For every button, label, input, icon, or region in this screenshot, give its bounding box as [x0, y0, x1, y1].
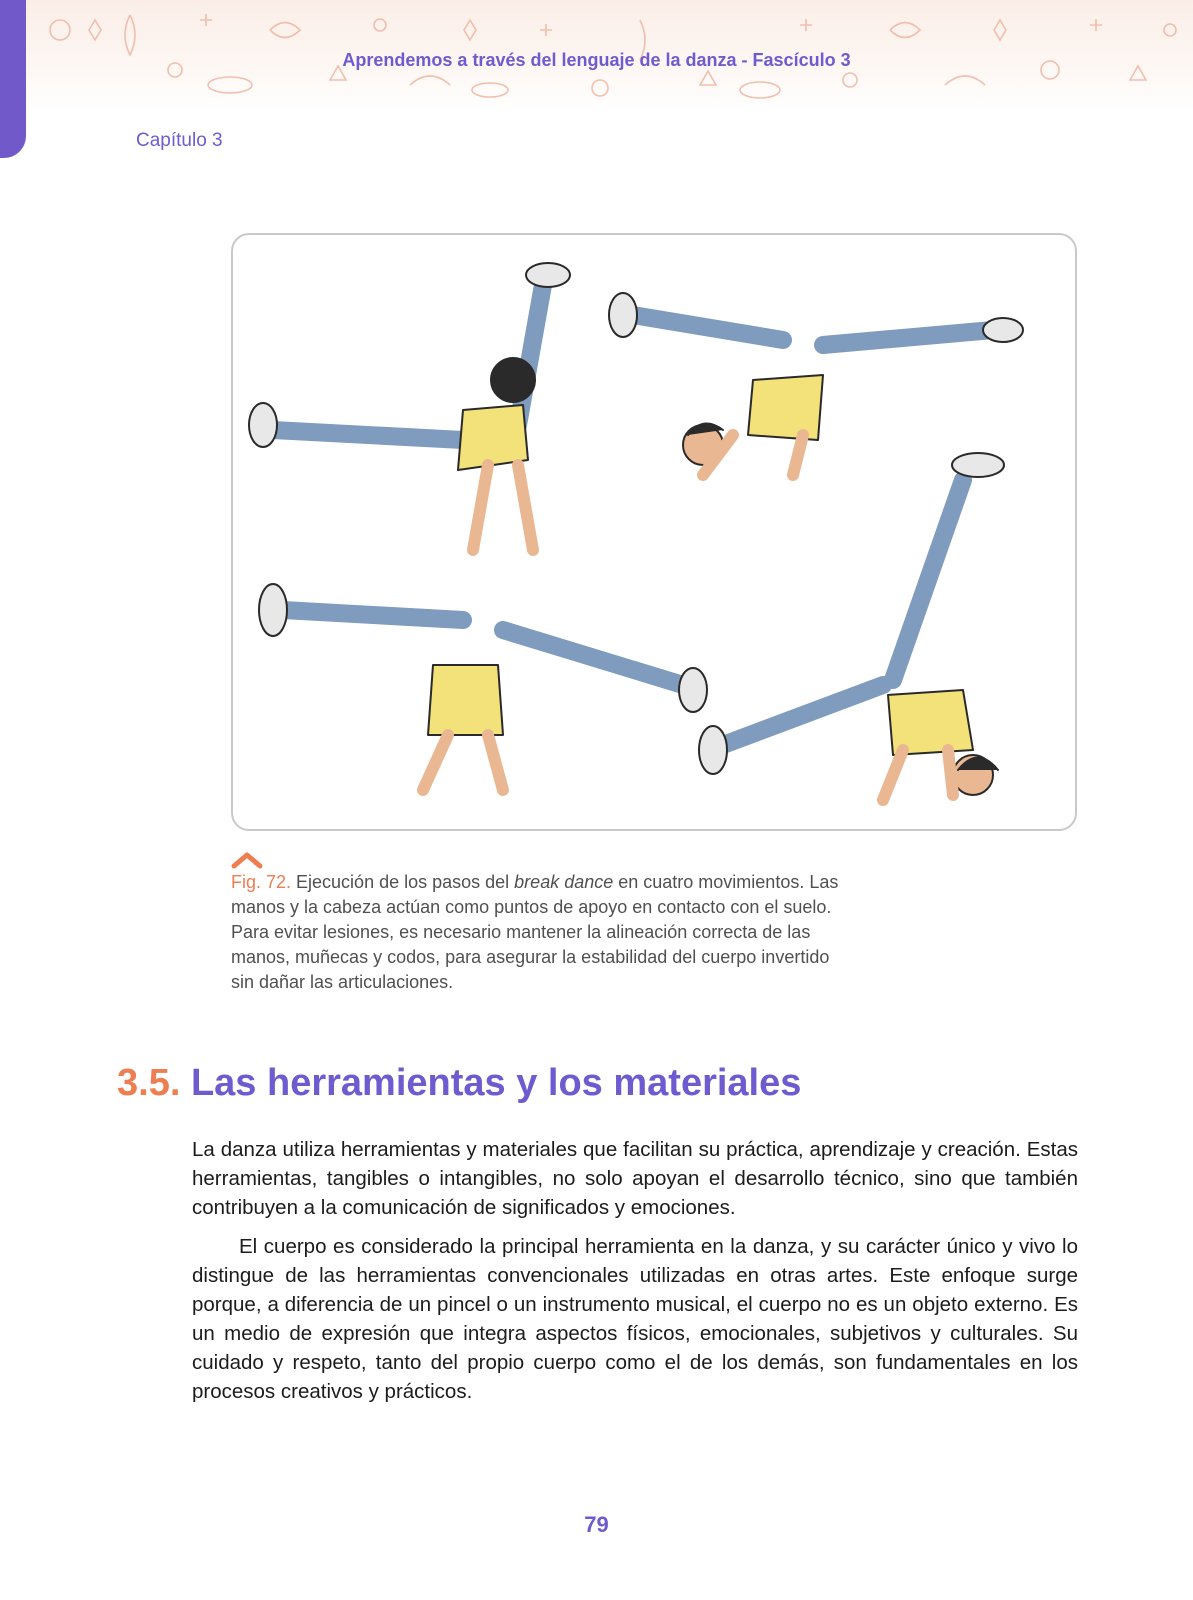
figure-caption: [231, 870, 851, 995]
dancer-pose-2: [609, 293, 1023, 475]
body-paragraph: La danza utiliza herramientas y materiales que facilitan su práctica, aprendizaje y creación. Estas herramientas, tangibles o intangibles, no solo apoyan el desarrollo técnico, sino que también contribuyen a la comunicación de significados y emociones.: [192, 1138, 1078, 1219]
break-dance-illustration-icon: [233, 235, 1075, 829]
running-title: Aprendemos a través del lenguaje de la danza - Fascículo 3: [342, 50, 851, 70]
section-heading: [117, 1062, 801, 1105]
body-paragraph: El cuerpo es considerado la principal herramienta en la danza, y su carácter único y vivo lo distingue de las herramientas convencionales utilizadas en otras artes. Este enfoque surge porque, a diferencia de un pincel o un instrumento musical, el cuerpo no es un objeto externo. Es un medio de expresión que integra aspectos físicos, emocionales, subjetivos y culturales. Su cuidado y respeto, tanto del propio cuerpo como el de los demás, son fundamentales en los procesos creativos y prácticos.: [192, 1235, 1078, 1403]
chapter-side-tab: [0, 0, 26, 158]
chevron-up-icon: [231, 850, 263, 870]
caption-italic-term: break dance: [514, 872, 614, 892]
section-title: Las herramientas y los materiales: [190, 1062, 802, 1104]
dancer-pose-1: [249, 263, 570, 550]
section-number: 3.5.: [117, 1062, 181, 1104]
figure-frame: [231, 233, 1077, 831]
figure-number: Fig. 72.: [231, 872, 292, 892]
caption-text-start: Ejecución de los pasos del: [291, 872, 515, 892]
dancer-pose-3: [259, 584, 707, 790]
page-number: 79: [584, 1512, 609, 1537]
chapter-label: Capítulo 3: [136, 130, 223, 151]
caption-text-end: en cuatro movimientos. Las manos y la cabeza actúan como puntos de apoyo en contacto con el suelo. Para evitar lesiones, es necesario mantener la alineación correcta de las manos, muñecas y codos, para asegurar la estabilidad del cuerpo invertido sin dañar las articulaciones.: [231, 872, 839, 992]
section-body: [192, 1135, 1078, 1416]
dancer-pose-4: [699, 453, 1004, 800]
